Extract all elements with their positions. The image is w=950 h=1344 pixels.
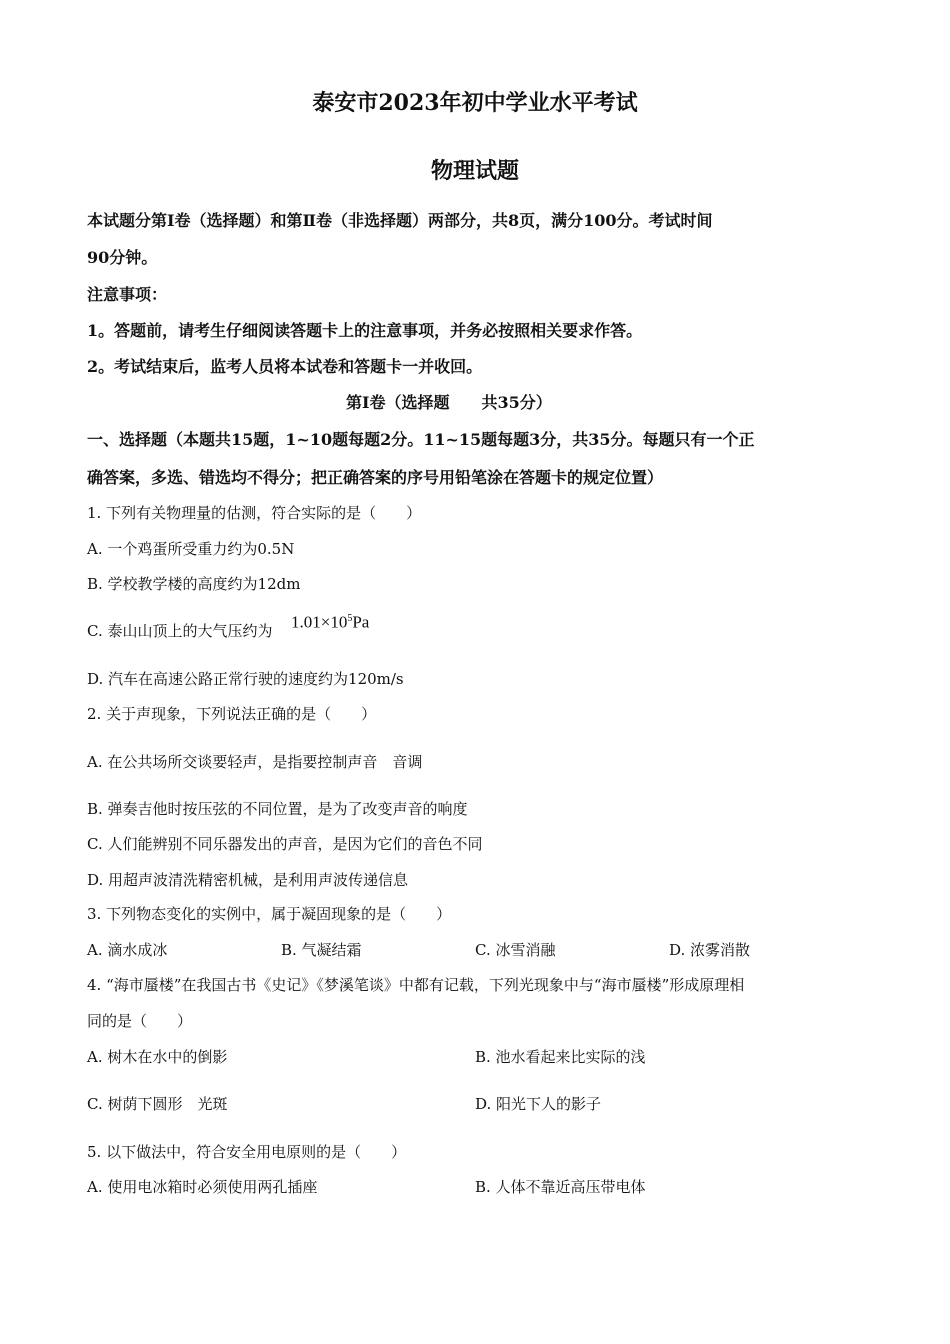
q5-option-a: A. 使用电冰箱时必须使用两孔插座: [87, 1178, 318, 1196]
part1-heading: 第Ⅰ卷（选择题 共35分）: [346, 393, 552, 412]
q2-option-d: D. 用超声波清洗精密机械，是利用声波传递信息: [87, 871, 409, 889]
q2-option-a: A. 在公共场所交谈要轻声，是指要控制声音 音调: [87, 753, 423, 771]
q1-option-b: B. 学校教学楼的高度约为12dm: [87, 575, 301, 593]
q2-stem: 2. 关于声现象，下列说法正确的是（ ）: [87, 705, 377, 723]
q3-option-c: C. 冰雪消融: [475, 941, 556, 959]
q3-option-a: A. 滴水成冰: [87, 941, 168, 959]
q2-option-b: B. 弹奏吉他时按压弦的不同位置，是为了改变声音的响度: [87, 800, 468, 818]
q3-stem: 3. 下列物态变化的实例中，属于凝固现象的是（ ）: [87, 905, 452, 923]
notice-heading: 注意事项：: [87, 285, 168, 304]
q1-formula-unit: Pa: [352, 612, 370, 632]
q1-option-d: D. 汽车在高速公路正常行驶的速度约为120m/s: [87, 670, 404, 688]
q4-option-b: B. 池水看起来比实际的浅: [475, 1048, 646, 1066]
intro-line-1: 本试题分第Ⅰ卷（选择题）和第Ⅱ卷（非选择题）两部分，共8页，满分100分。考试时间: [87, 211, 713, 230]
q3-option-b: B. 气凝结霜: [281, 941, 362, 959]
q2-option-c: C. 人们能辨别不同乐器发出的声音，是因为它们的音色不同: [87, 835, 483, 853]
q1-formula-exponent: 5: [347, 613, 353, 624]
q4-stem-line-1: 4. “海市蜃楼”在我国古书《史记》《梦溪笔谈》中都有记载，下列光现象中与“海市蜃楼”形成原理相: [87, 976, 745, 994]
q4-option-a: A. 树木在水中的倒影: [87, 1048, 228, 1066]
q1-option-a: A. 一个鸡蛋所受重力约为0.5N: [87, 540, 295, 558]
exam-subtitle: 物理试题: [430, 158, 519, 184]
q5-stem: 5. 以下做法中，符合安全用电原则的是（ ）: [87, 1143, 407, 1161]
q3-option-d: D. 浓雾消散: [669, 941, 751, 959]
q4-stem-line-2: 同的是（ ）: [87, 1012, 193, 1030]
q1-stem: 1. 下列有关物理量的估测，符合实际的是（ ）: [87, 504, 422, 522]
q4-option-d: D. 阳光下人的影子: [475, 1095, 602, 1113]
notice-item-1: 1。答题前，请考生仔细阅读答题卡上的注意事项，并务必按照相关要求作答。: [87, 321, 643, 340]
section-instructions-2: 确答案，多选、错选均不得分；把正确答案的序号用铅笔涂在答题卡的规定位置）: [87, 468, 664, 487]
q1-option-c: C. 泰山山顶上的大气压约为: [87, 622, 273, 640]
notice-item-2: 2。考试结束后，监考人员将本试卷和答题卡一并收回。: [87, 357, 483, 376]
exam-title: 泰安市2023年初中学业水平考试: [312, 90, 638, 116]
q5-option-b: B. 人体不靠近高压带电体: [475, 1178, 646, 1196]
q1-formula-base: 1.01×10: [291, 612, 348, 632]
q1-option-c-formula: [291, 609, 369, 633]
section-instructions-1: 一、选择题（本题共15题，1~10题每题2分。11~15题每题3分，共35分。每题只有一个正: [87, 430, 755, 449]
intro-line-2: 90分钟。: [87, 248, 158, 267]
q4-option-c: C. 树荫下圆形 光斑: [87, 1095, 228, 1113]
